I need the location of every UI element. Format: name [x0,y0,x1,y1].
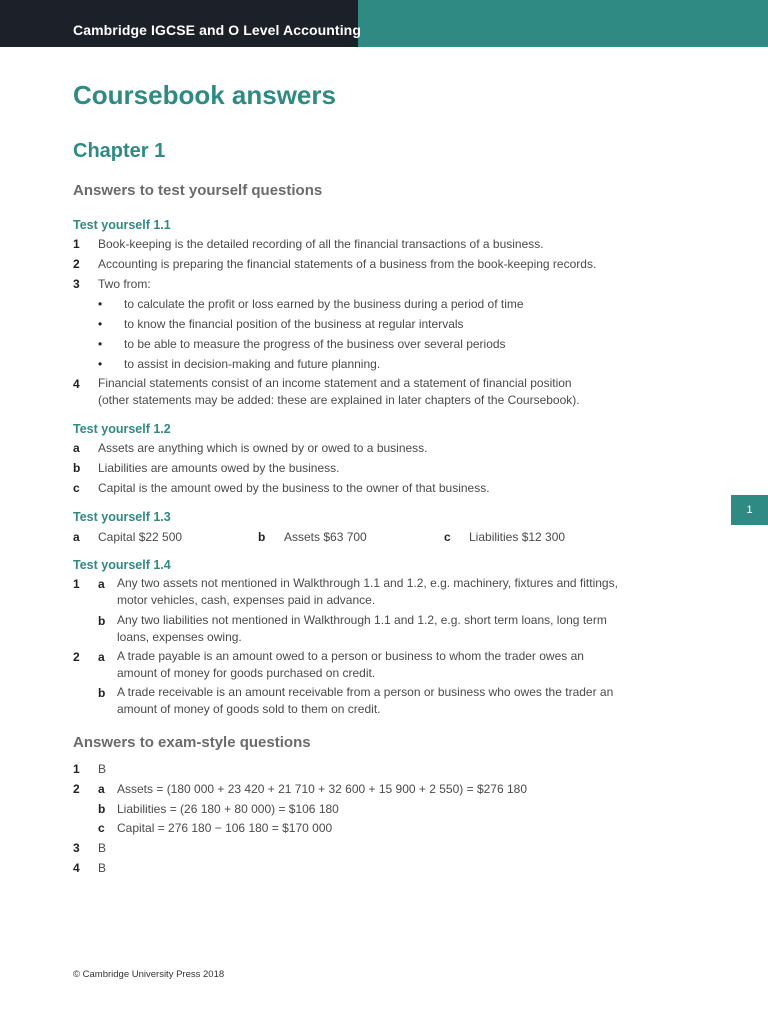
bullet-text: to assist in decision-making and future planning. [124,357,381,371]
answer-text: A trade receivable is an amount receivable from a person or business who owes the trader an amount of money of goods sold to them on credit. [117,685,614,716]
answer-text: Assets $63 700 [284,530,367,544]
item-label: a [98,650,105,664]
test-yourself-heading: Answers to test yourself questions [73,182,323,199]
copyright-footer: © Cambridge University Press 2018 [73,969,225,980]
item-label: a [73,441,80,455]
item-number: 4 [73,377,80,391]
item-label: a [73,530,80,544]
answer-text: Capital $22 500 [98,530,183,544]
answer-text: B [98,762,107,776]
answer-text: Assets are anything which is owned by or owed to a business. [98,441,428,455]
answer-text: Liabilities $12 300 [469,530,566,544]
book-title: Cambridge IGCSE and O Level Accounting [73,22,361,38]
header-accent-bar [358,0,768,47]
answer-text: Assets = (180 000 + 23 420 + 21 710 + 32 600 + 15 900 + 2 550) = $276 180 [117,782,528,796]
item-label: b [73,461,81,475]
item-label: c [98,821,105,835]
bullet-text: to know the financial position of the business at regular intervals [124,317,464,331]
answer-text: B [98,841,107,855]
item-number: 2 [73,257,80,271]
answer-text: Capital is the amount owed by the business to the owner of that business. [98,481,490,495]
item-label: b [98,802,106,816]
item-label: a [98,577,105,591]
section-title-ty12: Test yourself 1.2 [73,422,171,436]
bullet-icon: • [98,357,103,371]
answer-text: Two from: [98,277,151,291]
item-number: 2 [73,782,80,796]
answer-text: B [98,861,107,875]
item-label: b [98,686,106,700]
answer-text: Capital = 276 180 − 106 180 = $170 000 [117,821,333,835]
item-number: 4 [73,861,80,875]
item-number: 1 [73,577,80,591]
page-title: Coursebook answers [73,80,336,110]
item-number: 2 [73,650,80,664]
answer-text: Any two liabilities not mentioned in Walkthrough 1.1 and 1.2, e.g. short term loans, long term loans, expenses owing. [117,613,607,644]
bullet-text: to be able to measure the progress of the business over several periods [124,337,506,351]
section-title-ty11: Test yourself 1.1 [73,218,171,232]
bullet-text: to calculate the profit or loss earned by the business during a period of time [124,297,524,311]
item-number: 1 [73,237,80,251]
item-label: b [98,614,106,628]
bullet-icon: • [98,317,103,331]
answer-text: Liabilities are amounts owed by the business. [98,461,340,475]
answer-text: Liabilities = (26 180 + 80 000) = $106 180 [117,802,339,816]
answer-text: Accounting is preparing the financial statements of a business from the book-keeping records. [98,257,597,271]
answer-text: Financial statements consist of an income statement and a statement of financial position (other statements may be added: these are explained in later chapters of the Coursebook). [98,376,580,407]
bullet-icon: • [98,297,103,311]
page-number: 1 [731,495,768,525]
section-title-ty13: Test yourself 1.3 [73,510,171,524]
bullet-icon: • [98,337,103,351]
item-label: b [258,530,266,544]
answer-text: A trade payable is an amount owed to a person or business to whom the trader owes an amount of money for goods purchased on credit. [117,649,584,680]
item-label: a [98,782,105,796]
chapter-heading: Chapter 1 [73,140,166,162]
item-label: c [73,481,80,495]
item-label: c [444,530,451,544]
exam-style-heading: Answers to exam-style questions [73,734,311,751]
item-number: 1 [73,762,80,776]
item-number: 3 [73,277,80,291]
answer-text: Book-keeping is the detailed recording of all the financial transactions of a business. [98,237,544,251]
item-number: 3 [73,841,80,855]
section-title-ty14: Test yourself 1.4 [73,558,171,572]
answer-text: Any two assets not mentioned in Walkthrough 1.1 and 1.2, e.g. machinery, fixtures and fittings, motor vehicles, cash, expenses paid in advance. [117,576,618,607]
